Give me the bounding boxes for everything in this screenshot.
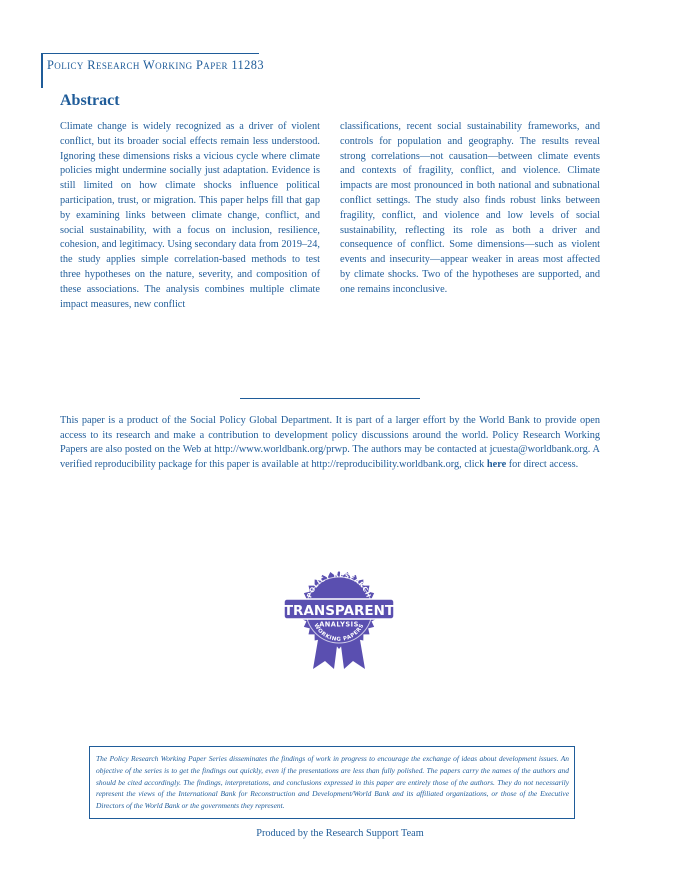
badge-sub-text: ANALYSIS [319, 620, 359, 629]
abstract-column-right: classifications, recent social sustainability frameworks, and controls for population and geography. The results reveal strong correlations—not causation—between climate events and contexts of fragility, conflict, and violence. Climate impacts are most pronounced in both national and subnational conflict settings. The study also finds robust links between fragility, conflict, and violence and low levels of social sustainability, reflecting its role as both a driver and consequence of conflict. Some dimensions—such as violent events and insecurity—appear weaker in areas most affected by climate shocks. Two of the hypotheses are supported, and one remains inconclusive. [340, 121, 600, 295]
disclaimer-box [89, 746, 575, 819]
abstract-column-left: Climate change is widely recognized as a driver of violent conflict, but its broader social effects remain less understood. Ignoring these dimensions risks a vicious cycle where climate policies might undermine socially just adaptation. Evidence is still limited on how climate shocks influence political participation, trust, or migration. This paper helps fill that gap by examining links between climate change, conflict, and social sustainability, with a focus on inclusion, resilience, cohesion, and legitimacy. Using secondary data from 2019–24, the study applies simple correlation-based methods to test three hypotheses on the nature, severity, and composition of these associations. The analysis combines multiple climate impact measures, new conflict [60, 121, 320, 310]
abstract-heading: Abstract [60, 92, 120, 109]
footer-credit: Produced by the Research Support Team [256, 828, 424, 839]
series-title: Policy Research Working Paper 11283 [47, 58, 264, 72]
reproducibility-link[interactable]: here [486, 459, 507, 471]
section-divider [240, 398, 420, 399]
product-note-text: This paper is a product of the Social Policy Global Department. It is part of a larger effort by the World Bank to provide open access to its research and make a contribution to development policy discussions around the world. Policy Research Working Papers are also posted on the Web at http://www.worldbank.org/prwp. The authors may be contacted at jcuesta@worldbank.org. A verified reproducibility package for this paper is available at http://reproducibility.worldbank.org, click [60, 415, 600, 471]
product-note [60, 414, 600, 473]
badge-bottom-text: WORKING PAPERS [312, 622, 366, 643]
transparent-analysis-badge [283, 558, 395, 670]
badge-top-text: POLICY RESEARCH [305, 570, 373, 599]
badge-main-text: TRANSPARENT [283, 603, 395, 619]
disclaimer-text: The Policy Research Working Paper Series disseminates the findings of work in progress to encourage the exchange of ideas about development issues. An objective of the series is to get the findings out quickly, even if the presentations are less than fully polished. The papers carry the names of the authors and should be cited accordingly. The findings, interpretations, and conclusions expressed in this paper are entirely those of the authors. They do not necessarily represent the views of the International Bank for Reconstruction and Development/World Bank and its affiliated organizations, or those of the Executive Directors of the World Bank or the governments they represent. [96, 754, 569, 811]
product-note-tail: for direct access. [506, 459, 579, 471]
